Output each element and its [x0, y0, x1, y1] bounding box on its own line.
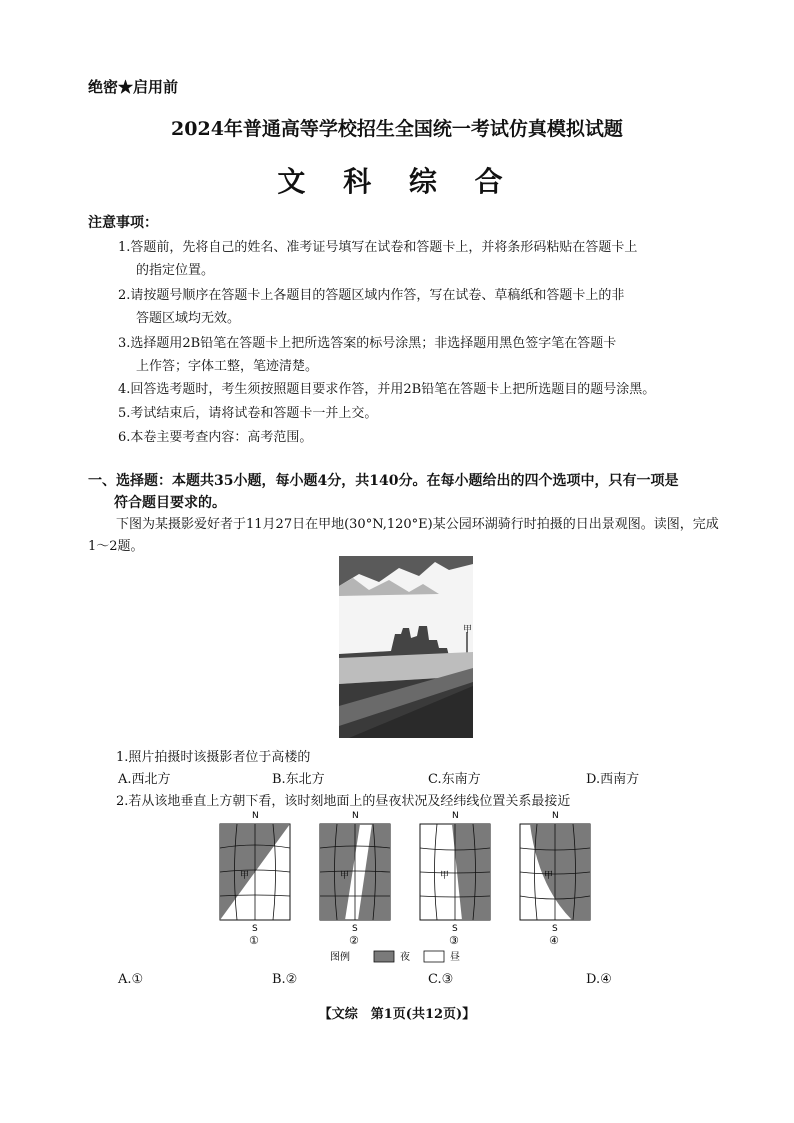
q2-option-d[interactable]: D.④	[586, 972, 612, 987]
exam-title: 2024年普通高等学校招生全国统一考试仿真模拟试题	[171, 118, 623, 140]
diagram-4-north: N	[552, 811, 559, 821]
legend-day: 昼	[450, 952, 460, 963]
notice-item-3-line2: 上作答；字体工整，笔迹清楚。	[136, 359, 319, 374]
photo-tower-label: 甲	[463, 625, 473, 635]
notice-heading: 注意事项：	[88, 215, 158, 231]
notice-item-3-line1: 3.选择题用2B铅笔在答题卡上把所选答案的标号涂黑；非选择题用黑色签字笔在答题卡	[118, 336, 617, 351]
diagram-3-place: 甲	[440, 871, 450, 881]
diagram-3-north: N	[452, 811, 459, 821]
diagram-2-number: ②	[349, 934, 359, 947]
q2-option-a[interactable]: A.①	[118, 972, 144, 987]
notice-item-1	[118, 236, 722, 282]
diagram-2-south: S	[352, 924, 358, 934]
section-line2: 符合题目要求的。	[114, 495, 226, 511]
diagram-1	[220, 811, 290, 947]
q1-option-a[interactable]: A.西北方	[118, 772, 171, 787]
day-night-diagrams	[200, 806, 620, 966]
notice-item-2	[118, 284, 722, 330]
q2-option-c[interactable]: C.③	[428, 972, 454, 987]
diagram-3	[420, 811, 490, 947]
notice-item-3	[118, 332, 722, 378]
diagram-1-north: N	[252, 811, 259, 821]
diagram-2-place: 甲	[340, 871, 350, 881]
diagram-1-number: ①	[249, 934, 259, 947]
notice-item-4: 4.回答选考题时，考生须按照题目要求作答，并用2B铅笔在答题卡上把所选题目的题号涂黑。	[118, 382, 656, 397]
diagram-3-south: S	[452, 924, 458, 934]
diagram-legend	[330, 950, 460, 963]
notice-item-1-line1: 1.答题前，先将自己的姓名、准考证号填写在试卷和答题卡上，并将条形码粘贴在答题卡上	[118, 240, 638, 255]
legend-label: 图例	[330, 952, 350, 963]
notice-item-5: 5.考试结束后，请将试卷和答题卡一并上交。	[118, 406, 378, 421]
diagram-1-south: S	[252, 924, 258, 934]
section-line1: 一、选择题：本题共35小题，每小题4分，共140分。在每小题给出的四个选项中，只有一项是	[88, 473, 679, 489]
question-2-stem: 2.若从该地垂直上方朝下看，该时刻地面上的昼夜状况及经纬线位置关系最接近	[116, 794, 571, 809]
notice-item-2-line2: 答题区域均无效。	[136, 311, 241, 326]
q1-option-c[interactable]: C.东南方	[428, 772, 481, 787]
question-intro: 下图为某摄影爱好者于11月27日在甲地(30°N,120°E)某公园环湖骑行时拍摄的日出景观图。读图，完成1～2题。	[88, 517, 719, 554]
diagram-1-place: 甲	[240, 871, 250, 881]
diagram-4	[520, 811, 590, 947]
question-1-stem: 1.照片拍摄时该摄影者位于高楼的	[116, 750, 311, 765]
sunrise-photo	[339, 556, 473, 738]
legend-day-swatch	[424, 951, 444, 962]
q1-option-d[interactable]: D.西南方	[586, 772, 640, 787]
diagram-4-south: S	[552, 924, 558, 934]
q1-option-b[interactable]: B.东北方	[272, 772, 325, 787]
diagram-2	[320, 811, 390, 947]
diagram-4-number: ④	[549, 934, 559, 947]
diagram-3-number: ③	[449, 934, 459, 947]
legend-night: 夜	[400, 952, 410, 963]
q2-option-b[interactable]: B.②	[272, 972, 298, 987]
subject-title: 文 科 综 合	[277, 165, 517, 198]
page-footer: 【文综 第1页(共12页)】	[318, 1007, 476, 1022]
notice-item-6: 6.本卷主要考查内容：高考范围。	[118, 430, 313, 445]
legend-night-swatch	[374, 951, 394, 962]
notice-item-2-line1: 2.请按题号顺序在答题卡上各题目的答题区域内作答，写在试卷、草稿纸和答题卡上的非	[118, 288, 625, 303]
diagram-4-place: 甲	[544, 871, 554, 881]
notice-item-1-line2: 的指定位置。	[136, 263, 215, 278]
section-heading	[88, 470, 724, 514]
confidential-label: 绝密★启用前	[88, 78, 179, 96]
diagram-2-north: N	[352, 811, 359, 821]
